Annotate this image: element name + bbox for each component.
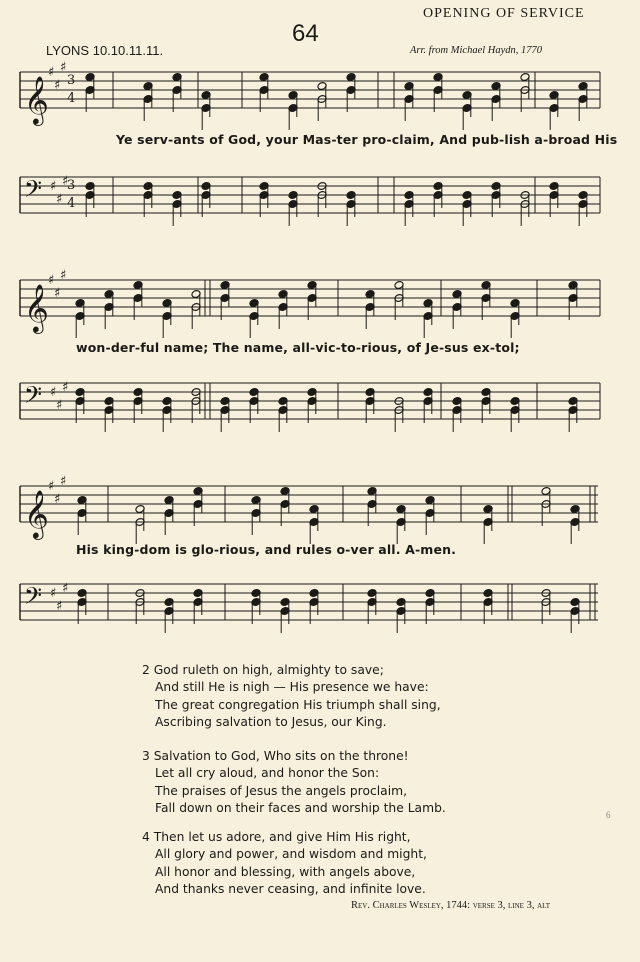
treble-clef-icon: 𝄞	[24, 283, 49, 332]
stanza-line: The praises of Jesus the angels proclaim,	[155, 783, 408, 798]
stanza-line: Ascribing salvation to Jesus, our King.	[155, 714, 387, 729]
sharp-icon: ♯	[60, 60, 67, 75]
time-signature-top: 3	[67, 73, 76, 88]
sharp-icon: ♯	[54, 492, 61, 507]
sharp-icon: ♯	[60, 268, 67, 283]
stanza-text: Then let us adore, and give Him His right,	[153, 830, 411, 844]
lyric-line-1: Ye serv-ants of God, your Mas-ter pro-claim, And pub-lish a-broad His	[116, 132, 618, 147]
stanza-line	[142, 662, 441, 679]
bass-clef-icon: 𝄢	[24, 175, 43, 208]
time-signature-bottom: 4	[67, 91, 76, 106]
treble-clef-icon: 𝄞	[24, 75, 49, 124]
section-title: OPENING OF SERVICE	[423, 6, 585, 21]
stanza-3	[142, 748, 446, 817]
stanza-line: Let all cry aloud, and honor the Son:	[155, 766, 380, 781]
stanza-line: And thanks never ceasing, and infinite love.	[155, 881, 426, 896]
hymn-number: 64	[292, 20, 319, 47]
stanza-text: Salvation to God, Who sits on the throne!	[153, 749, 409, 763]
sharp-icon: ♯	[48, 273, 55, 288]
sharp-icon: ♯	[62, 174, 69, 189]
lyric-line-2: won-der-ful name; The name, all-vic-to-rious, of Je-sus ex-tol;	[76, 340, 520, 355]
stanza-line	[142, 748, 446, 765]
stanza-number: 4	[142, 830, 150, 844]
sharp-icon: ♯	[62, 380, 69, 395]
stanza-line: Fall down on their faces and worship the Lamb.	[155, 800, 446, 815]
sharp-icon: ♯	[54, 286, 61, 301]
stanza-line: All honor and blessing, with angels above,	[155, 864, 416, 879]
sharp-icon: ♯	[60, 474, 67, 489]
stanza-number: 3	[142, 749, 150, 763]
time-signature-bottom: 4	[67, 196, 76, 211]
time-signature-top: 3	[67, 178, 76, 193]
bass-clef-icon: 𝄢	[24, 582, 43, 615]
sharp-icon: ♯	[56, 398, 63, 413]
sharp-icon: ♯	[50, 385, 57, 400]
sharp-icon: ♯	[50, 586, 57, 601]
tune-name: LYONS 10.10.11.11.	[46, 43, 164, 58]
author-credit: Rev. Charles Wesley, 1744: verse 3, line 3, alt	[351, 900, 551, 911]
page-mark: 6	[606, 810, 611, 820]
sharp-icon: ♯	[62, 581, 69, 596]
lyric-line-3: His king-dom is glo-rious, and rules o-ver all. A-men.	[76, 542, 457, 557]
stanza-line	[142, 829, 427, 846]
bass-clef-icon: 𝄢	[24, 381, 43, 414]
sharp-icon: ♯	[48, 65, 55, 80]
sharp-icon: ♯	[54, 78, 61, 93]
sharp-icon: ♯	[56, 192, 63, 207]
stanza-4	[142, 829, 427, 898]
stanza-line: And still He is nigh — His presence we have:	[155, 680, 429, 695]
stanza-number: 2	[142, 663, 150, 677]
stanza-line: The great congregation His triumph shall sing,	[155, 697, 441, 712]
sharp-icon: ♯	[56, 599, 63, 614]
sharp-icon: ♯	[48, 479, 55, 494]
stanza-2	[142, 662, 441, 731]
treble-clef-icon: 𝄞	[24, 489, 49, 538]
stanza-text: God ruleth on high, almighty to save;	[153, 663, 384, 677]
sharp-icon: ♯	[50, 179, 57, 194]
stanza-line: All glory and power, and wisdom and might,	[155, 847, 427, 862]
arranger-credit: Arr. from Michael Haydn, 1770	[410, 45, 543, 56]
